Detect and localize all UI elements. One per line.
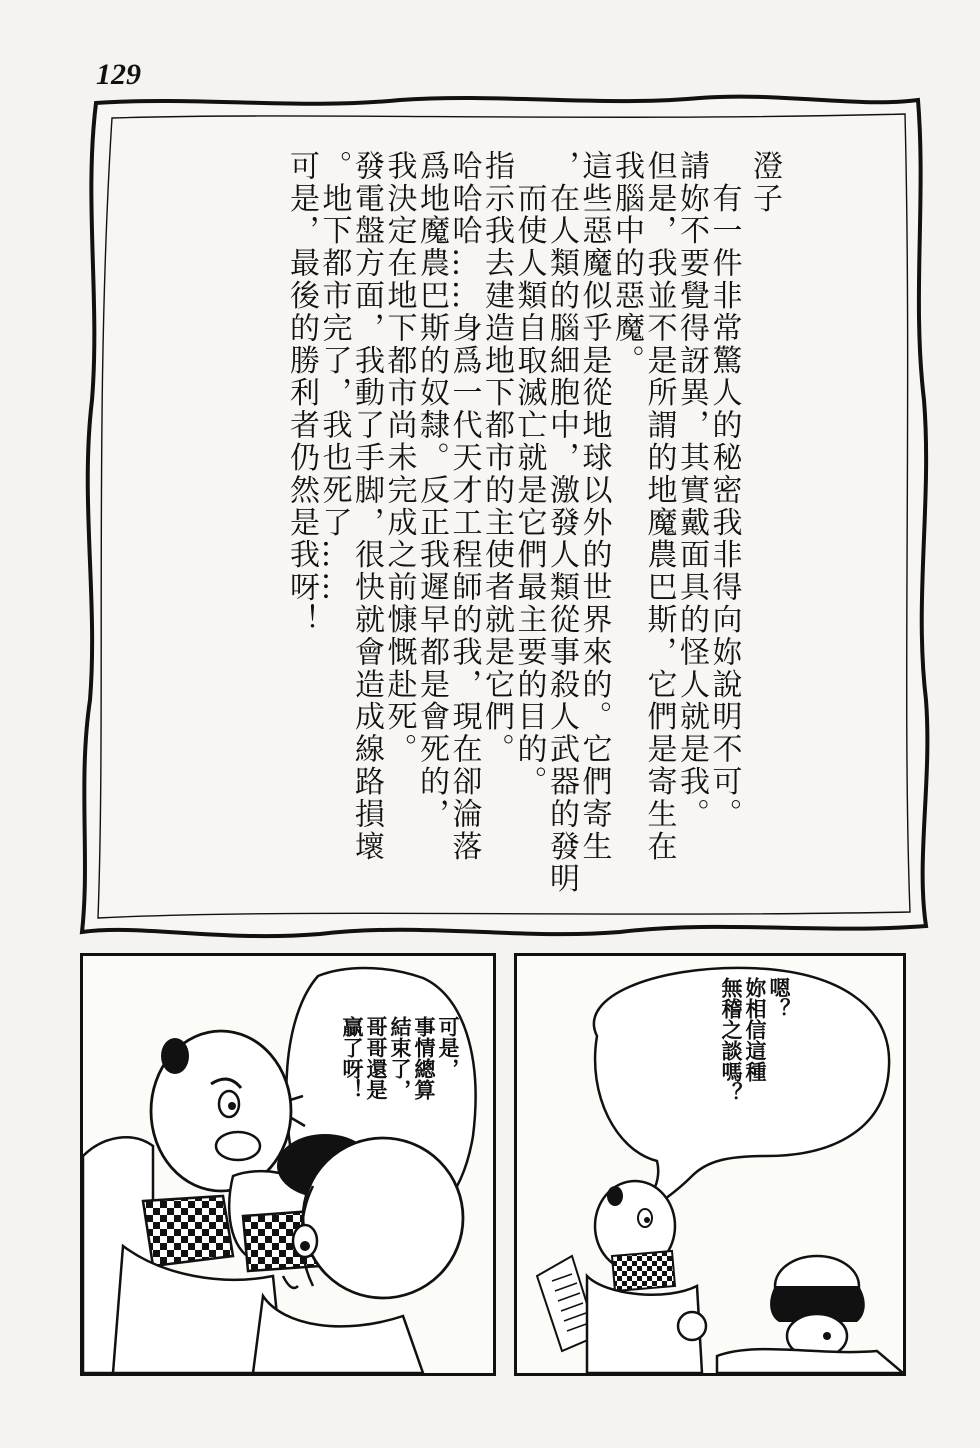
letter-text xyxy=(280,150,782,896)
letter-line: 澄子 xyxy=(747,150,782,215)
letter-line: 哈哈哈……身爲一代天才工程師的我，現在卻淪落 xyxy=(446,150,482,863)
letter-line: 我腦中的惡魔。 xyxy=(609,150,644,377)
speech-line: 哥哥還是 xyxy=(364,1016,388,1100)
manga-panel-right xyxy=(514,953,906,1376)
letter-line: 發電盤方面，我動了手脚，很快就會造成線路損壞 xyxy=(349,150,384,863)
speech-line: 無稽之談嗎？ xyxy=(719,977,743,1103)
speech-line: 嗯？ xyxy=(767,977,791,1019)
letter-line: 。地下都市完了，我也死了…… xyxy=(316,150,352,604)
speech-text-left xyxy=(340,1016,460,1196)
speech-line: 事情總算 xyxy=(412,1016,436,1100)
letter-line: 請妳不要覺得訝異，其實戴面具的怪人就是我。 xyxy=(674,150,709,831)
speech-line: 結束了， xyxy=(388,1016,412,1100)
letter-line: 這些惡魔似乎是從地球以外的世界來的。它們寄生 xyxy=(576,150,612,863)
letter-line: 有一件非常驚人的秘密我非得向妳說明不可。 xyxy=(706,150,742,831)
letter-line: 我決定在地下都市尚未完成之前慷慨赴死。 xyxy=(381,150,417,766)
speech-line: 贏了呀！ xyxy=(340,1016,364,1100)
letter-line: 而使人類自取滅亡就是它們最主要的目的。 xyxy=(511,150,547,798)
letter-line: 指示我去建造地下都市的主使者就是它們。 xyxy=(479,150,514,766)
panel-right-art xyxy=(517,956,903,1373)
letter-line: ，在人類的腦細胞中，激發人類從事殺人武器的發明 xyxy=(544,150,579,896)
letter-line: 可是，最後的勝利者仍然是我呀！ xyxy=(284,150,319,636)
letter-line: 爲地魔農巴斯的奴隸。反正我遲早都是會死的， xyxy=(414,150,449,831)
speech-line: 可是， xyxy=(436,1016,460,1079)
page-number: 129 xyxy=(96,58,141,91)
letter-line: 但是，我並不是所謂的地魔農巴斯，它們是寄生在 xyxy=(641,150,677,863)
speech-line: 妳相信這種 xyxy=(743,977,767,1082)
manga-panel-left xyxy=(80,953,496,1376)
speech-text-right xyxy=(719,977,791,1147)
